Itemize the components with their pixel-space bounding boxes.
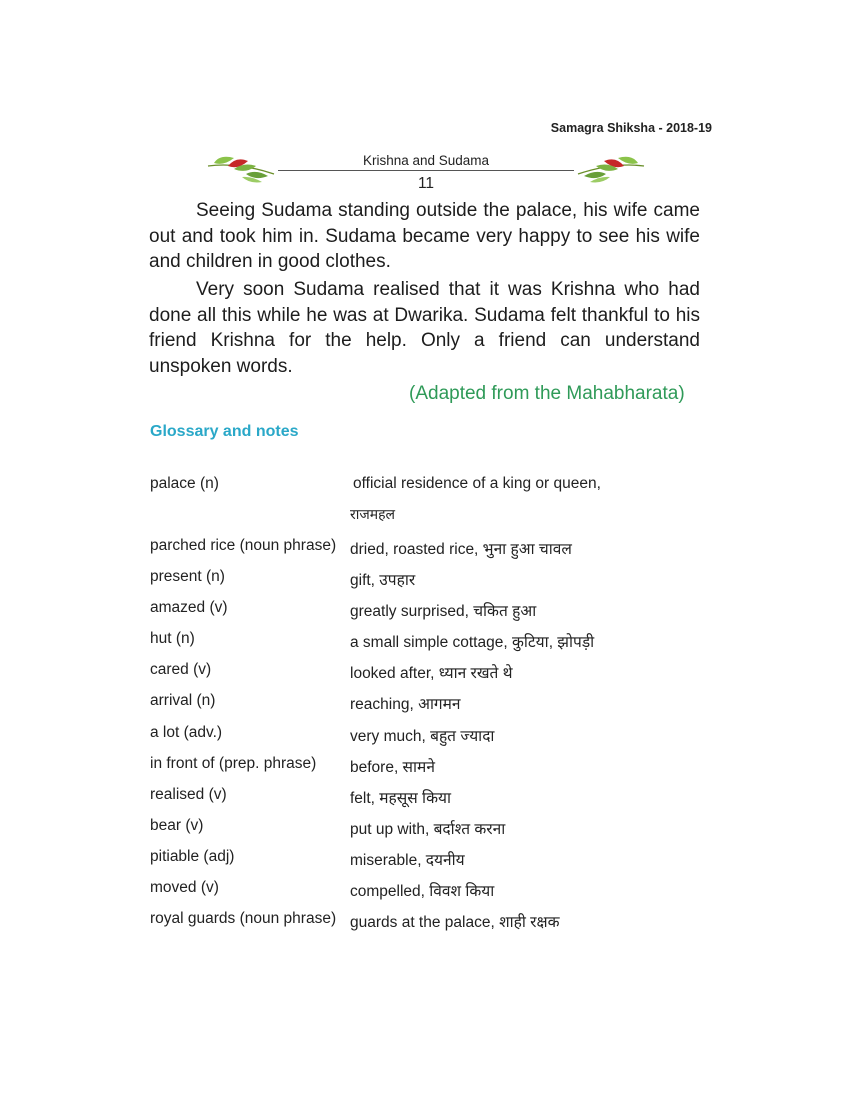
glossary-definition: a small simple cottage, कुटिया, झोपड़ी bbox=[350, 634, 595, 651]
glossary-definition: reaching, आगमन bbox=[350, 696, 461, 713]
glossary-term: parched rice (noun phrase) bbox=[150, 537, 337, 554]
glossary-entry bbox=[150, 537, 710, 561]
glossary-term: in front of (prep. phrase) bbox=[150, 755, 317, 772]
glossary-definition: put up with, बर्दाश्त करना bbox=[350, 821, 506, 838]
glossary-definition: official residence of a king or queen, bbox=[353, 475, 601, 492]
glossary-definition: before, सामने bbox=[350, 759, 435, 776]
glossary-definition: felt, महसूस किया bbox=[350, 790, 451, 807]
glossary-entry bbox=[150, 599, 710, 623]
glossary-term: present (n) bbox=[150, 568, 225, 585]
story-paragraph-1: Seeing Sudama standing outside the palace, his wife came out and took him in. Sudama became very happy to see his wife and children in good clothes. bbox=[149, 200, 700, 272]
glossary-definition: dried, roasted rice, भुना हुआ चावल bbox=[350, 541, 572, 558]
glossary-definition: greatly surprised, चकित हुआ bbox=[350, 603, 537, 620]
glossary-definition: compelled, विवश किया bbox=[350, 883, 495, 900]
glossary-definition-hindi: राजमहल bbox=[350, 506, 396, 522]
series-label: Samagra Shiksha - 2018-19 bbox=[550, 121, 712, 135]
glossary-term: amazed (v) bbox=[150, 599, 228, 616]
glossary-heading: Glossary and notes bbox=[150, 423, 299, 440]
glossary-term: realised (v) bbox=[150, 786, 227, 803]
glossary-definition: looked after, ध्यान रखते थे bbox=[350, 665, 513, 682]
chapter-title: Krishna and Sudama bbox=[362, 153, 490, 168]
glossary-entry bbox=[150, 786, 710, 810]
glossary-definition: miserable, दयनीय bbox=[350, 852, 465, 869]
glossary-entry bbox=[150, 692, 710, 716]
glossary-term: royal guards (noun phrase) bbox=[150, 910, 337, 927]
glossary-entry bbox=[150, 568, 710, 592]
glossary-definition: guards at the palace, शाही रक्षक bbox=[350, 914, 560, 931]
header-rule bbox=[278, 170, 574, 171]
glossary-entry bbox=[150, 910, 710, 934]
glossary-entry bbox=[150, 475, 710, 522]
page-number: 11 bbox=[417, 175, 435, 192]
story-paragraph-2: Very soon Sudama realised that it was Krishna who had done all this while he was at Dwarika. Sudama felt thankful to his friend Krishna for the help. Only a friend can understand unspoken words. bbox=[149, 279, 700, 377]
glossary-term: moved (v) bbox=[150, 879, 219, 896]
glossary-term: hut (n) bbox=[150, 630, 195, 647]
glossary-entry bbox=[150, 879, 710, 903]
source-note: (Adapted from the Mahabharata) bbox=[409, 383, 685, 404]
glossary-term: arrival (n) bbox=[150, 692, 216, 709]
glossary-entry bbox=[150, 755, 710, 779]
glossary-entry bbox=[150, 661, 710, 685]
glossary-entry bbox=[150, 630, 710, 654]
glossary-term: pitiable (adj) bbox=[150, 848, 235, 865]
leaf-ornament-right-icon bbox=[576, 152, 648, 186]
glossary-term: a lot (adv.) bbox=[150, 724, 223, 741]
glossary-definition: gift, उपहार bbox=[350, 572, 416, 589]
glossary-entry bbox=[150, 724, 710, 748]
chapter-header bbox=[204, 152, 648, 194]
glossary-term: bear (v) bbox=[150, 817, 204, 834]
glossary-entry bbox=[150, 817, 710, 841]
glossary-entry bbox=[150, 848, 710, 872]
glossary-term: cared (v) bbox=[150, 661, 212, 678]
glossary-term: palace (n) bbox=[150, 475, 219, 492]
glossary-definition: very much, बहुत ज्यादा bbox=[350, 728, 495, 745]
